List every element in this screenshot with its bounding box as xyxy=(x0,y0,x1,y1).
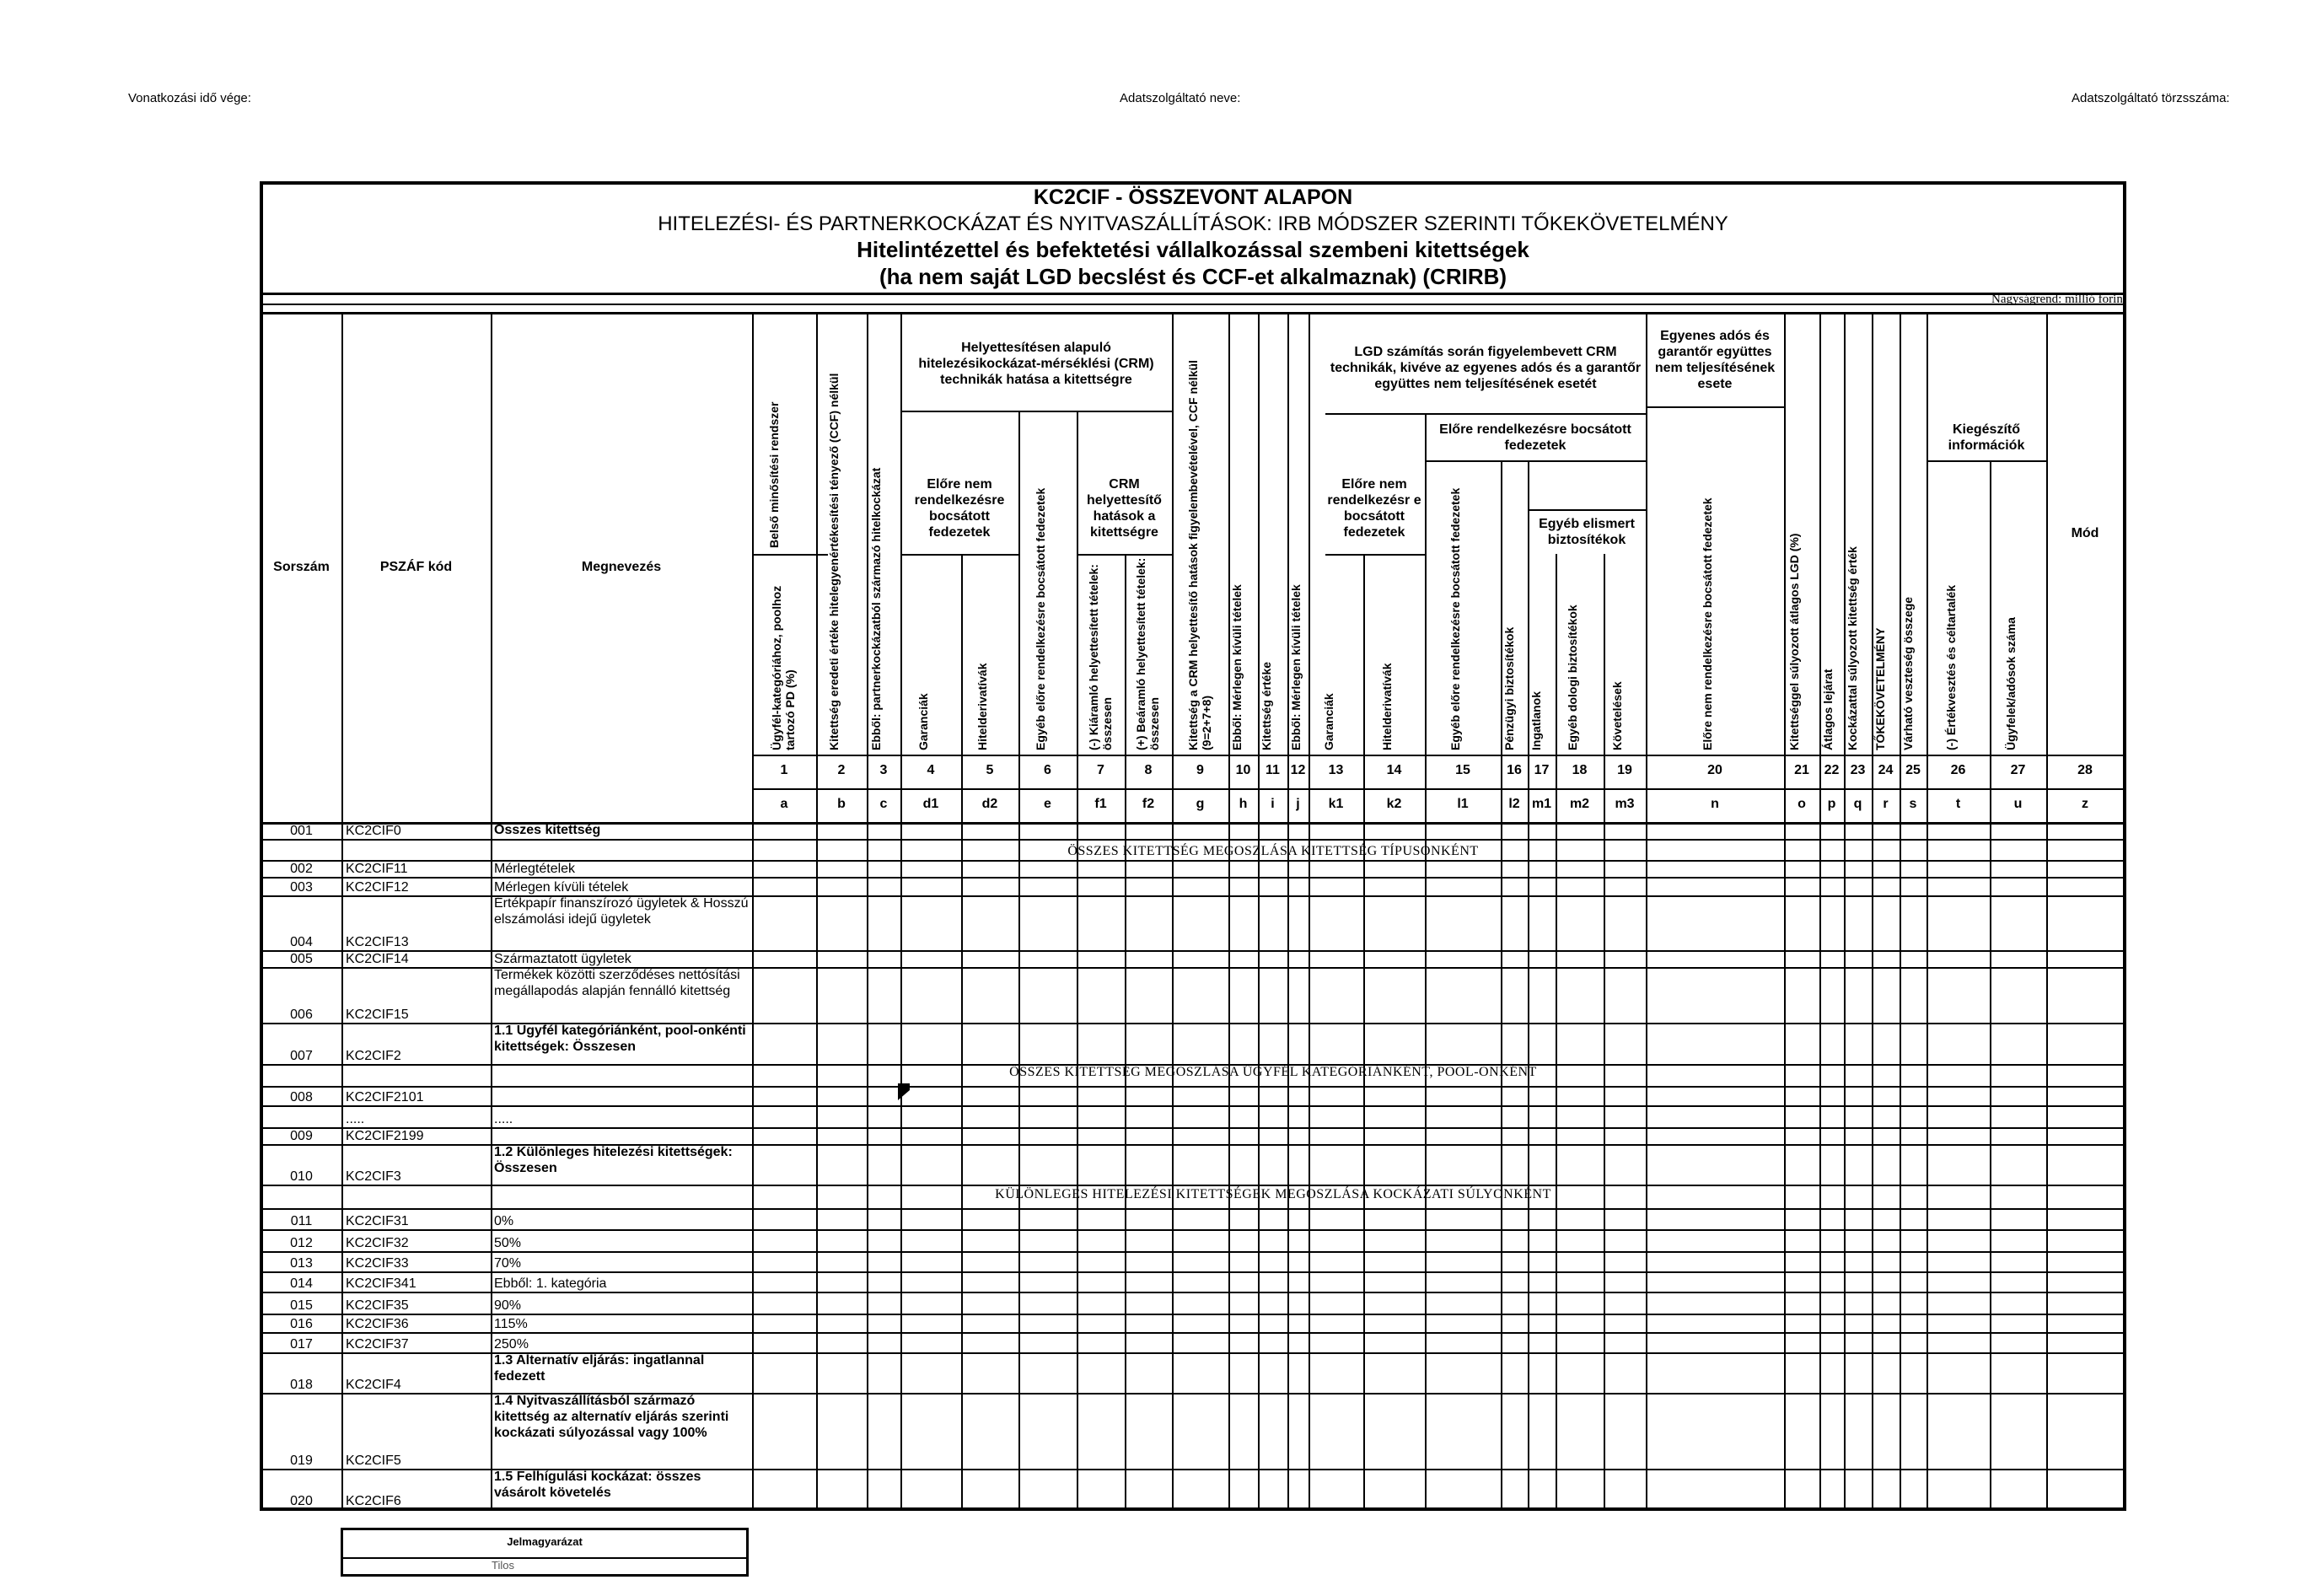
row-code: KC2CIF13 xyxy=(346,935,409,949)
crm-group-rule xyxy=(900,411,1172,412)
column-number: 22 xyxy=(1824,763,1840,777)
row-name: Ebből: 1. kategória xyxy=(494,1276,607,1291)
column-code: e xyxy=(1044,797,1051,811)
column-number: 12 xyxy=(1290,763,1306,777)
header-expected-loss: Várható veszteség összege xyxy=(1901,596,1915,750)
row-rule xyxy=(261,839,2125,841)
header-crm-helyettesito: CRM helyettesítő hatások a kitettségre xyxy=(1087,477,1162,540)
column-code: k2 xyxy=(1386,797,1402,811)
row-name: 1.3 Alternatív eljárás: ingatlannal fedezett xyxy=(494,1353,705,1384)
column-code: d2 xyxy=(981,797,998,811)
provider-name-label: Adatszolgáltató neve: xyxy=(1120,91,1241,105)
column-number: 11 xyxy=(1266,763,1280,777)
column-number: 16 xyxy=(1507,763,1522,777)
column-code: l1 xyxy=(1457,797,1469,811)
row-code: KC2CIF11 xyxy=(346,862,408,876)
column-divider xyxy=(1556,554,1557,1509)
header-exposure-value: Kitettség értéke xyxy=(1260,661,1273,750)
row-code: KC2CIF12 xyxy=(346,880,409,895)
provider-id-label: Adatszolgáltató törzsszáma: xyxy=(2072,91,2230,105)
column-divider xyxy=(2124,312,2125,1509)
row-code: KC2CIF0 xyxy=(346,824,401,838)
header-mod: Mód xyxy=(2071,525,2099,540)
header-kiegeszito: Kiegészítő információk xyxy=(1948,422,2025,453)
unit-note: Nagyságrend: millió forint xyxy=(1991,293,2126,306)
column-code: m1 xyxy=(1531,797,1552,811)
header-guarantees: Garanciák xyxy=(916,693,930,750)
column-code: p xyxy=(1827,797,1836,811)
column-divider xyxy=(1604,554,1605,1509)
column-code: m3 xyxy=(1615,797,1635,811)
row-name xyxy=(494,1086,750,1105)
header-other-funded: Egyéb előre rendelkezésre bocsátott fedezetek xyxy=(1033,487,1047,750)
header-original-exposure: Kitettség eredeti értéke hitelegyenértékesítési tényező (CCF) nélkül xyxy=(827,373,841,750)
row-number: 017 xyxy=(290,1337,313,1351)
row-number: 019 xyxy=(290,1454,313,1468)
header-average-maturity: Átlagos lejárat xyxy=(1821,669,1835,750)
row-name: 1.2 Különleges hitelezési kitettségek: Összesen xyxy=(494,1145,733,1175)
column-number: 18 xyxy=(1572,763,1588,777)
header-lgd-elore-nem: Előre nem rendelkezésr e bocsátott fedezetek xyxy=(1327,477,1421,540)
row-name: Termékek közötti szerződéses nettósítási megállapodás alapján fennálló kitettség xyxy=(494,968,740,998)
column-code: d1 xyxy=(922,797,939,811)
row-name: Származtatott ügyletek xyxy=(494,952,631,966)
column-divider xyxy=(1309,312,1310,1509)
header-outflows: (-) Kiáramló helyettesített tételek: összesen xyxy=(1086,564,1114,750)
header-offbalance-2: Ebből: Mérlegen kívüli tételek xyxy=(1289,584,1303,750)
row-name: Mérlegtételek xyxy=(494,862,576,876)
header-rwa: Kockázattal súlyozott kitettség érték xyxy=(1846,546,1859,750)
row-number xyxy=(261,1105,341,1127)
column-number: 25 xyxy=(1905,763,1921,777)
column-number: 5 xyxy=(986,763,994,777)
column-number: 1 xyxy=(780,763,788,777)
header-lgd-other-funded: Egyéb előre rendelkezésre bocsátott fedezetek xyxy=(1448,487,1462,750)
column-code: i xyxy=(1271,797,1275,811)
column-divider xyxy=(961,554,963,1509)
column-code: b xyxy=(837,797,846,811)
column-divider xyxy=(1646,312,1647,1509)
kiegeszito-rule xyxy=(1927,460,2046,462)
header-pszaf-kod: PSZÁF kód xyxy=(379,559,453,574)
row-name: 1.4 Nyitvaszállításból származó kitettség az alternatív eljárás szerinti kockázati súlyozással vagy 100% xyxy=(494,1394,729,1440)
row-code: KC2CIF4 xyxy=(346,1378,401,1392)
header-obligor-count: Ügyfelek/adósok száma xyxy=(2003,617,2018,750)
row-number: 010 xyxy=(290,1169,313,1184)
column-number: 21 xyxy=(1794,763,1809,777)
row-code: KC2CIF5 xyxy=(346,1454,401,1468)
column-number: 10 xyxy=(1235,763,1251,777)
column-number-rule xyxy=(752,755,2124,756)
column-divider xyxy=(1018,411,1020,1509)
header-lgd-group: LGD számítás során figyelembevett CRM technikák, kivéve az egyenes adós és a garantőr együttes nem teljesítésének esetét xyxy=(1330,344,1642,391)
row-code: KC2CIF2 xyxy=(346,1049,401,1063)
column-number: 15 xyxy=(1455,763,1470,777)
column-number: 9 xyxy=(1196,763,1204,777)
row-number: 012 xyxy=(290,1236,313,1250)
section-by-client-category: ÖSSZES KITETTSÉG MEGOSZLÁSA ÜGYFÉL KATEGÓRIÁNKÉNT, POOL-ONKÉNT xyxy=(1009,1065,1537,1079)
title-rule xyxy=(261,293,2125,295)
row-code: KC2CIF31 xyxy=(346,1214,409,1228)
header-lgd-elore: Előre rendelkezésre bocsátott fedezetek xyxy=(1439,422,1631,453)
header-double-default-unfunded: Előre nem rendelkezésre bocsátott fedezetek xyxy=(1701,497,1714,750)
section-by-risk-weight: KÜLÖNLEGES HITELEZÉSI KITETTSÉGEK MEGOSZLÁSA KOCKÁZATI SÚLYONKÉNT xyxy=(995,1187,1551,1201)
row-number: 014 xyxy=(290,1276,313,1291)
column-code: g xyxy=(1196,797,1205,811)
row-number: 018 xyxy=(290,1378,313,1392)
row-number: 013 xyxy=(290,1256,313,1271)
column-number: 23 xyxy=(1850,763,1866,777)
form-heading: Hitelintézettel és befektetési vállalkozással szembeni kitettségek xyxy=(857,237,1529,262)
row-code: KC2CIF37 xyxy=(346,1337,409,1351)
column-divider xyxy=(867,312,868,1509)
column-code: l2 xyxy=(1508,797,1520,811)
row-code: KC2CIF36 xyxy=(346,1317,409,1331)
header-credit-derivatives: Hitelderivatívák xyxy=(975,663,989,750)
header-sorszam: Sorszám xyxy=(273,559,330,574)
header-megnevezes: Megnevezés xyxy=(581,559,662,574)
header-elore-nem: Előre nem rendelkezésre bocsátott fedezetek xyxy=(914,477,1005,540)
column-number: 26 xyxy=(1950,763,1966,777)
header-exposure-after-crm: Kitettség a CRM helyettesítő hatások figyelembevételével, CCF nélkül (9=2+7+8) xyxy=(1185,360,1213,750)
row-number: 003 xyxy=(290,880,313,895)
form-code-title: KC2CIF - ÖSSZEVONT ALAPON xyxy=(1033,185,1353,209)
column-code: r xyxy=(1883,797,1889,811)
header-egyenes-ados: Egyenes adós és garantőr együttes nem teljesítésének esete xyxy=(1654,329,1776,391)
column-code: c xyxy=(879,797,888,811)
column-number: 6 xyxy=(1044,763,1051,777)
row-name: 1.5 Felhígulási kockázat: összes vásárolt követelés xyxy=(494,1470,701,1500)
column-code: n xyxy=(1711,797,1719,811)
column-divider xyxy=(1927,312,1928,1509)
row-number: 011 xyxy=(290,1214,313,1228)
column-code-rule xyxy=(752,788,2124,790)
column-divider xyxy=(1363,554,1365,1509)
column-divider xyxy=(1172,312,1174,1509)
section-by-exposure-type: ÖSSZES KITETTSÉG MEGOSZLÁSA KITETTSÉG TÍPUSONKÉNT xyxy=(1067,844,1479,858)
row-rule xyxy=(261,1509,2125,1511)
header-crm-group: Helyettesítésen alapuló hitelezésikockázat-mérséklési (CRM) technikák hatása a kitettségre xyxy=(918,340,1154,387)
legend xyxy=(341,1528,749,1577)
column-code: h xyxy=(1239,797,1248,811)
row-code: KC2CIF6 xyxy=(346,1494,401,1508)
column-code: o xyxy=(1798,797,1806,811)
row-number: 008 xyxy=(290,1090,313,1104)
column-number: 27 xyxy=(2010,763,2026,777)
header-pd: Ügyfél-kategóriához, poolhoz tartozó PD (%) xyxy=(770,585,797,750)
row-number: 004 xyxy=(290,935,313,949)
row-name: 1.1 Ügyfél kategóriánként, pool-onkénti kitettségek: Összesen xyxy=(494,1024,746,1054)
header-counterparty-risk: Ebből: partnerkockázatból származó hitelkockázat xyxy=(869,467,883,750)
form-subtitle: HITELEZÉSI- ÉS PARTNERKOCKÁZAT ÉS NYITVASZÁLLÍTÁSOK: IRB MÓDSZER SZERINTI TŐKEKÖVETELMÉNY xyxy=(658,212,1728,235)
column-code: f1 xyxy=(1094,797,1107,811)
column-number: 20 xyxy=(1707,763,1722,777)
column-number: 2 xyxy=(837,763,846,777)
egyenes-ados-rule xyxy=(1646,406,1784,408)
column-code: q xyxy=(1853,797,1862,811)
row-code: KC2CIF35 xyxy=(346,1298,409,1313)
column-number: 8 xyxy=(1144,763,1153,777)
column-number: 24 xyxy=(1878,763,1894,777)
column-number: 19 xyxy=(1617,763,1632,777)
row-number: 015 xyxy=(290,1298,313,1313)
row-name: 70% xyxy=(494,1256,522,1271)
column-number: 13 xyxy=(1328,763,1344,777)
column-number: 28 xyxy=(2077,763,2093,777)
row-number: 020 xyxy=(290,1494,313,1508)
row-name: Mérlegen kívüli tételek xyxy=(494,880,629,895)
column-divider xyxy=(816,312,818,1509)
column-code: u xyxy=(2013,797,2023,811)
row-number: 006 xyxy=(290,1008,313,1022)
row-name xyxy=(494,1127,750,1144)
header-inflows: (+) Beáramló helyettesített tételek: összesen xyxy=(1134,557,1161,750)
row-name: 115% xyxy=(494,1317,528,1331)
row-name: 250% xyxy=(494,1337,529,1351)
column-code: k1 xyxy=(1328,797,1344,811)
column-divider xyxy=(1077,411,1078,1509)
column-code: z xyxy=(2082,797,2088,811)
column-code: j xyxy=(1296,797,1300,811)
column-number: 3 xyxy=(879,763,888,777)
row-number: 007 xyxy=(290,1049,313,1063)
column-divider xyxy=(1425,413,1427,1509)
column-code: s xyxy=(1909,797,1917,811)
column-code: a xyxy=(780,797,788,811)
column-number: 4 xyxy=(927,763,935,777)
column-code: f2 xyxy=(1142,797,1155,811)
column-code: t xyxy=(1955,797,1961,811)
row-name: Összes kitettség xyxy=(494,823,601,837)
lgd-elore-rule xyxy=(1425,460,1646,462)
row-name: 90% xyxy=(494,1298,522,1313)
row-code: KC2CIF2199 xyxy=(346,1129,424,1143)
column-divider xyxy=(752,312,754,1509)
legend-item-tilos: Tilos xyxy=(343,1557,746,1576)
row-code: KC2CIF14 xyxy=(346,952,409,966)
header-lgd-credit-derivatives: Hitelderivatívák xyxy=(1379,663,1394,750)
column-number: 7 xyxy=(1097,763,1104,777)
header-financial-collateral: Pénzügyi biztosítékok xyxy=(1502,626,1516,750)
row-number: 002 xyxy=(290,862,313,876)
row-code: KC2CIF15 xyxy=(346,1008,409,1022)
header-offbalance-1: Ebből: Mérlegen kívüli tételek xyxy=(1230,584,1244,750)
row-rule xyxy=(261,1185,2125,1186)
row-name: ..... xyxy=(494,1112,513,1126)
header-lgd-guarantees: Garanciák xyxy=(1321,693,1335,750)
column-number: 14 xyxy=(1386,763,1402,777)
header-capital-requirement: TŐKEKÖVETELMÉNY xyxy=(1873,627,1887,750)
row-code: KC2CIF2101 xyxy=(346,1090,424,1104)
header-weighted-lgd: Kitettséggel súlyozott átlagos LGD (%) xyxy=(1787,533,1801,750)
column-divider xyxy=(1784,312,1786,1509)
header-value-adjustments: (-) Értékvesztés és céltartalék xyxy=(1943,584,1958,750)
header-egyeb-elismert: Egyéb elismert biztosítékok xyxy=(1539,517,1635,547)
unit-rule xyxy=(261,304,2125,305)
row-code: ..... xyxy=(346,1112,365,1126)
header-real-estate: Ingatlanok xyxy=(1529,691,1543,750)
row-name: 0% xyxy=(494,1214,514,1228)
header-receivables: Követelések xyxy=(1610,681,1624,750)
column-code: m2 xyxy=(1569,797,1590,811)
row-code: KC2CIF32 xyxy=(346,1236,409,1250)
row-number: 009 xyxy=(290,1129,313,1143)
header-belso-minositesi: Belső minősítési rendszer xyxy=(767,401,781,548)
header-other-physical: Egyéb dologi biztosítékok xyxy=(1565,605,1579,750)
row-name: Értékpapír finanszírozó ügyletek & Hosszú elszámolási idejű ügyletek xyxy=(494,896,749,927)
form-heading-sub: (ha nem saját LGD becslést és CCF-et alkalmaznak) (CRIRB) xyxy=(879,264,1507,289)
column-divider xyxy=(1125,554,1126,1509)
legend-title: Jelmagyarázat xyxy=(507,1535,583,1548)
row-number: 016 xyxy=(290,1317,313,1331)
column-number: 17 xyxy=(1534,763,1550,777)
row-code: KC2CIF33 xyxy=(346,1256,409,1271)
row-number: 005 xyxy=(290,952,313,966)
row-code: KC2CIF3 xyxy=(346,1169,401,1184)
period-end-label: Vonatkozási idő vége: xyxy=(128,91,251,105)
row-name: 50% xyxy=(494,1236,522,1250)
row-code: KC2CIF341 xyxy=(346,1276,416,1291)
row-number: 001 xyxy=(290,824,313,838)
